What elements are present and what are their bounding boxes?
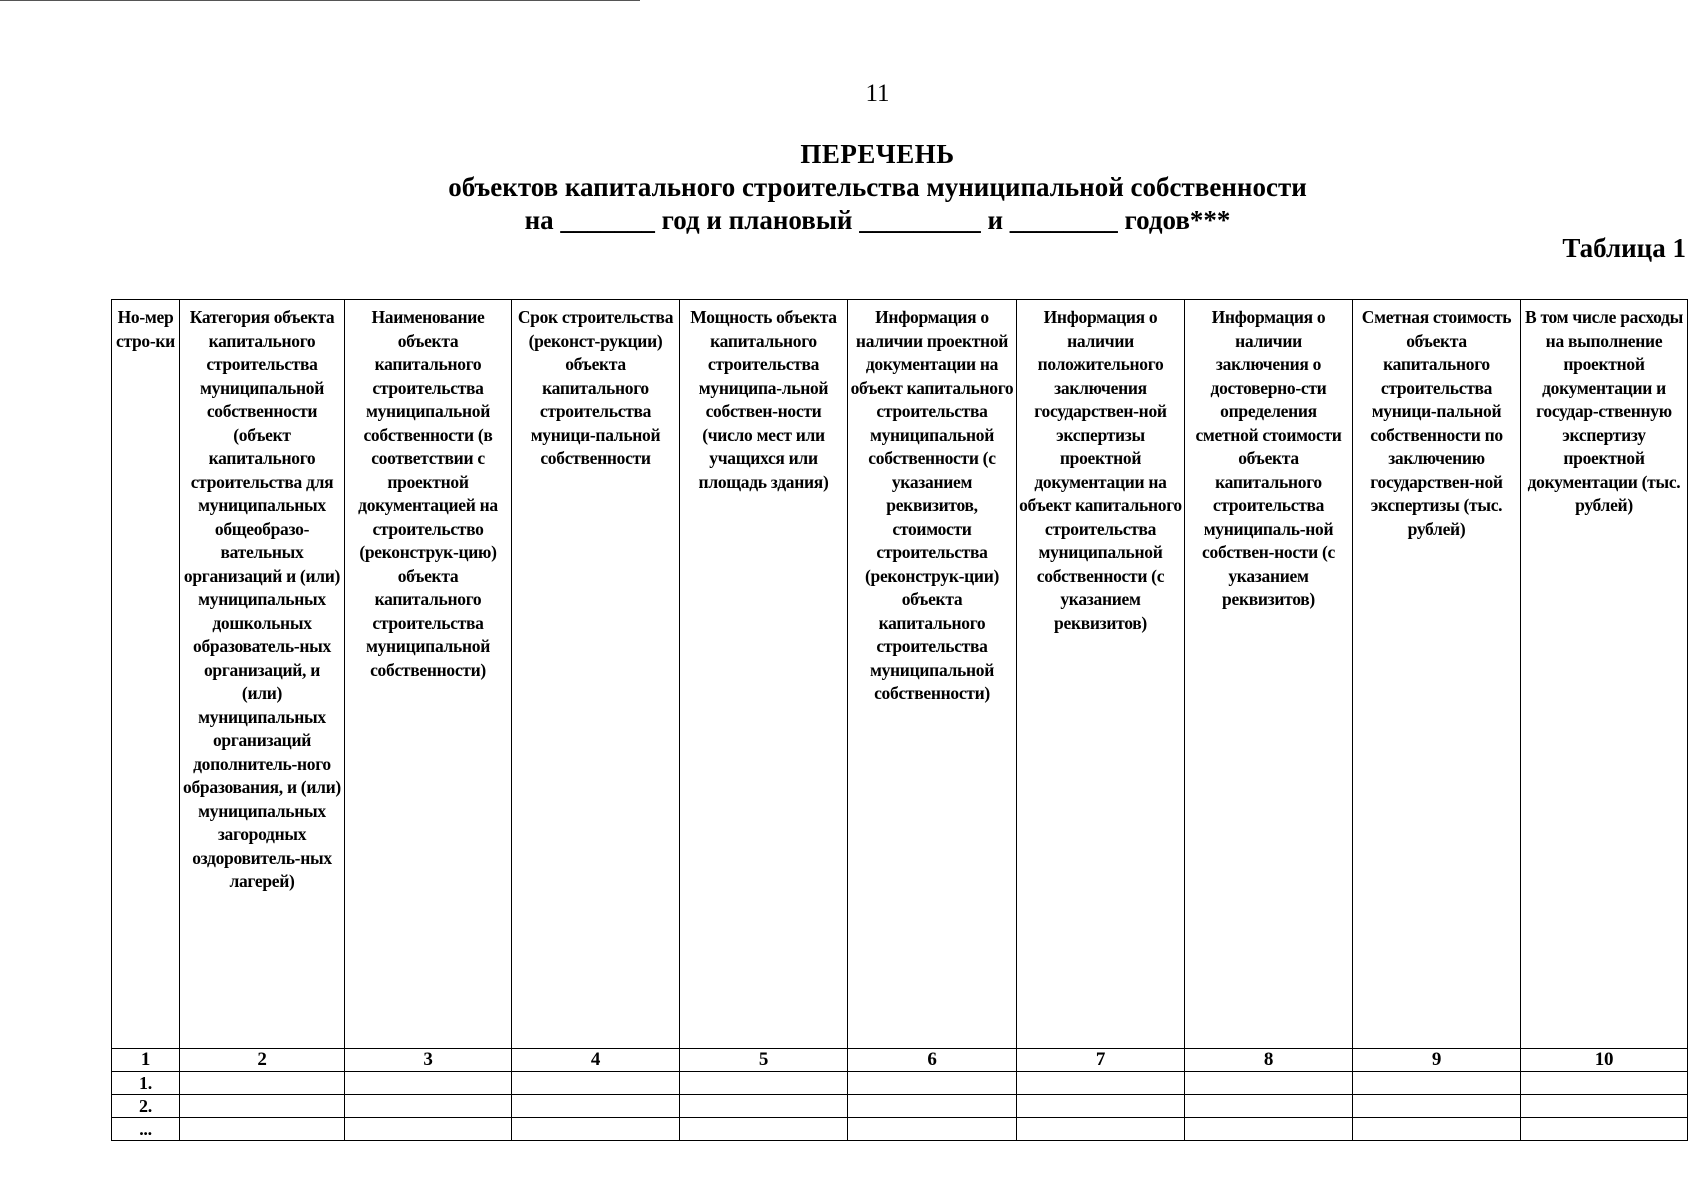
table-cell: [345, 1095, 512, 1118]
title-line-1: ПЕРЕЧЕНЬ: [800, 139, 955, 169]
table-cell: [1185, 1072, 1353, 1095]
title-line-2: объектов капитального строительства муниципальной собственности: [448, 172, 1307, 202]
table-cell: [680, 1118, 848, 1141]
table-cell: [848, 1118, 1017, 1141]
table-row: [112, 1072, 1688, 1095]
objects-table: [111, 299, 1688, 1141]
column-number: 9: [1353, 1049, 1521, 1072]
table-cell: [512, 1118, 680, 1141]
table-cell: [512, 1072, 680, 1095]
table-cell: [180, 1095, 345, 1118]
table-row: [112, 1118, 1688, 1141]
header-cell-state-expertise: Информация о наличии положительного заключения государствен-ной экспертизы проектной документации на объект капитального строительства муниципальной собственности (с указанием реквизитов): [1017, 300, 1185, 1049]
column-number: 4: [512, 1049, 680, 1072]
table-cell: [848, 1095, 1017, 1118]
table-caption: Таблица 1: [1562, 233, 1686, 263]
header-cell-construction-term: Срок строительства (реконст-рукции) объекта капитального строительства муници-пальной собственности: [512, 300, 680, 1049]
header-cell-capacity: Мощность объекта капитального строительства муниципа-льной собствен-ности (число мест или учащихся или площадь здания): [680, 300, 848, 1049]
header-row: [112, 300, 1688, 1049]
document-title: [0, 138, 1708, 237]
column-number: 2: [180, 1049, 345, 1072]
header-cell-category: Категория объекта капитального строительства муниципальной собственности (объект капитального строительства для муниципальных общеобразо-вательных организаций и (или) муниципальных дошкольных образователь-ных организаций, и (или) муниципальных организаций дополнитель-ного образования, и (или) муниципальных загородных оздоровитель-ных лагерей): [180, 300, 345, 1049]
header-cell-row-number: Но-мер стро-ки: [112, 300, 180, 1049]
table-cell: [1017, 1072, 1185, 1095]
header-cell-object-name: Наименование объекта капитального строительства муниципальной собственности (в соответствии с проектной документацией на строительство (реконструк-цию) объекта капитального строительства муниципальной собственности): [345, 300, 512, 1049]
column-number: 5: [680, 1049, 848, 1072]
page-number: 11: [865, 80, 890, 107]
column-number: 8: [1185, 1049, 1353, 1072]
table-cell: [180, 1072, 345, 1095]
header-cell-estimated-cost: Сметная стоимость объекта капитального строительства муници-пальной собственности по заключению государствен-ной экспертизы (тыс. рублей): [1353, 300, 1521, 1049]
table-cell: [1017, 1118, 1185, 1141]
header-cell-project-documentation: Информация о наличии проектной документации на объект капитального строительства муниципальной собственности (с указанием реквизитов, стоимости строительства (реконструк-ции) объекта капитального строительства муниципальной собственности): [848, 300, 1017, 1049]
table-cell: [1017, 1095, 1185, 1118]
column-number: 10: [1521, 1049, 1688, 1072]
header-cell-cost-reliability: Информация о наличии заключения о достоверно-сти определения сметной стоимости объекта капитального строительства муниципаль-ной собствен-ности (с указанием реквизитов): [1185, 300, 1353, 1049]
table-cell: [680, 1095, 848, 1118]
table-cell: [1185, 1118, 1353, 1141]
table-cell: [180, 1118, 345, 1141]
table-cell: [848, 1072, 1017, 1095]
row-number: 1.: [112, 1072, 180, 1095]
table-cell: [1521, 1118, 1688, 1141]
column-number: 1: [112, 1049, 180, 1072]
row-number: ...: [112, 1118, 180, 1141]
table-cell: [680, 1072, 848, 1095]
column-number: 7: [1017, 1049, 1185, 1072]
table-cell: [1521, 1095, 1688, 1118]
table-cell: [1353, 1072, 1521, 1095]
table-row: [112, 1095, 1688, 1118]
table-cell: [345, 1118, 512, 1141]
table-cell: [1185, 1095, 1353, 1118]
header-cell-design-expenses: В том числе расходы на выполнение проектной документации и государ-ственную экспертизу проектной документации (тыс. рублей): [1521, 300, 1688, 1049]
row-number: 2.: [112, 1095, 180, 1118]
table-cell: [345, 1072, 512, 1095]
column-number-row: [112, 1049, 1688, 1072]
table-cell: [512, 1095, 680, 1118]
table-cell: [1353, 1118, 1521, 1141]
column-number: 3: [345, 1049, 512, 1072]
column-number: 6: [848, 1049, 1017, 1072]
title-line-3: на _______ год и плановый _________ и ________ годов***: [524, 205, 1231, 235]
scan-edge-line: [0, 0, 640, 1]
table-cell: [1353, 1095, 1521, 1118]
table-cell: [1521, 1072, 1688, 1095]
